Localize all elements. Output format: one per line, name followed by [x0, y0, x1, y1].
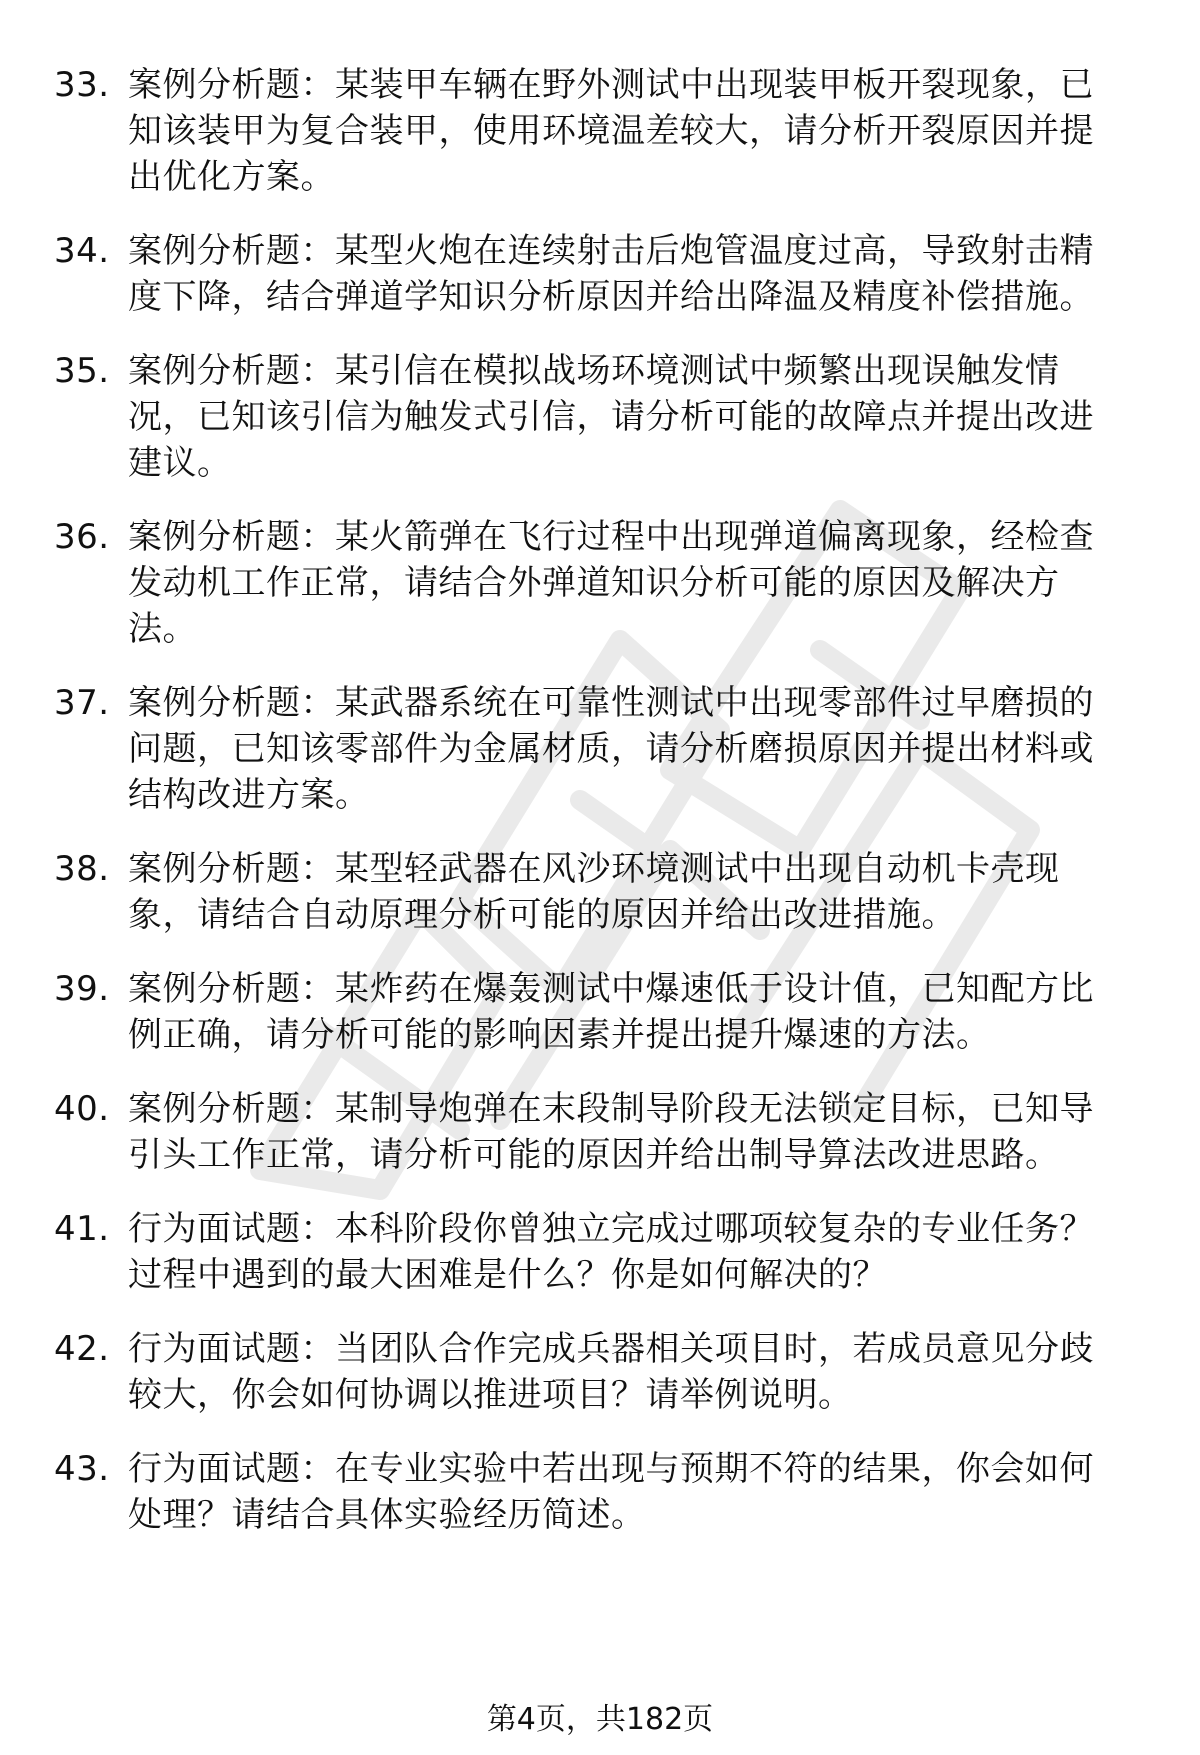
question-number: 34. — [54, 231, 110, 271]
question-text: 案例分析题：某型火炮在连续射击后炮管温度过高，导致射击精 度下降，结合弹道学知识分析原因并给出降温及精度补偿措施。 — [128, 231, 1094, 317]
question-number: 38. — [54, 849, 110, 889]
question-item-34 — [0, 228, 1200, 320]
question-item-38 — [0, 846, 1200, 938]
question-number: 41. — [54, 1209, 110, 1249]
question-number: 40. — [54, 1089, 110, 1129]
question-item-37 — [0, 680, 1200, 818]
question-item-41 — [0, 1206, 1200, 1298]
question-item-33 — [0, 62, 1200, 200]
question-text: 行为面试题：当团队合作完成兵器相关项目时，若成员意见分歧 较大，你会如何协调以推进项目？请举例说明。 — [128, 1329, 1094, 1415]
question-text: 案例分析题：某型轻武器在风沙环境测试中出现自动机卡壳现 象，请结合自动原理分析可能的原因并给出改进措施。 — [128, 849, 1060, 935]
question-item-40 — [0, 1086, 1200, 1178]
question-number: 36. — [54, 517, 110, 557]
question-text: 行为面试题：在专业实验中若出现与预期不符的结果，你会如何 处理？请结合具体实验经历简述。 — [128, 1449, 1094, 1535]
question-item-42 — [0, 1326, 1200, 1418]
question-number: 33. — [54, 65, 110, 105]
question-item-39 — [0, 966, 1200, 1058]
question-item-35 — [0, 348, 1200, 486]
question-number: 37. — [54, 683, 110, 723]
question-number: 43. — [54, 1449, 110, 1489]
question-text: 案例分析题：某制导炮弹在末段制导阶段无法锁定目标，已知导 引头工作正常，请分析可能的原因并给出制导算法改进思路。 — [128, 1089, 1094, 1175]
question-item-43 — [0, 1446, 1200, 1538]
question-number: 39. — [54, 969, 110, 1009]
question-number: 42. — [54, 1329, 110, 1369]
question-text: 案例分析题：某火箭弹在飞行过程中出现弹道偏离现象，经检查 发动机工作正常，请结合外弹道知识分析可能的原因及解决方 法。 — [128, 517, 1094, 649]
question-number: 35. — [54, 351, 110, 391]
question-text: 案例分析题：某武器系统在可靠性测试中出现零部件过早磨损的 问题，已知该零部件为金属材质，请分析磨损原因并提出材料或 结构改进方案。 — [128, 683, 1094, 815]
question-list — [0, 62, 1200, 1566]
question-item-36 — [0, 514, 1200, 652]
question-text: 行为面试题：本科阶段你曾独立完成过哪项较复杂的专业任务？ 过程中遇到的最大困难是什么？你是如何解决的？ — [128, 1209, 1094, 1295]
question-text: 案例分析题：某炸药在爆轰测试中爆速低于设计值，已知配方比 例正确，请分析可能的影响因素并提出提升爆速的方法。 — [128, 969, 1094, 1055]
question-text: 案例分析题：某装甲车辆在野外测试中出现装甲板开裂现象，已 知该装甲为复合装甲，使用环境温差较大，请分析开裂原因并提 出优化方案。 — [128, 65, 1094, 197]
page-footer: 第4页，共182页 — [486, 1702, 714, 1737]
question-text: 案例分析题：某引信在模拟战场环境测试中频繁出现误触发情 况，已知该引信为触发式引信，请分析可能的故障点并提出改进 建议。 — [128, 351, 1094, 483]
